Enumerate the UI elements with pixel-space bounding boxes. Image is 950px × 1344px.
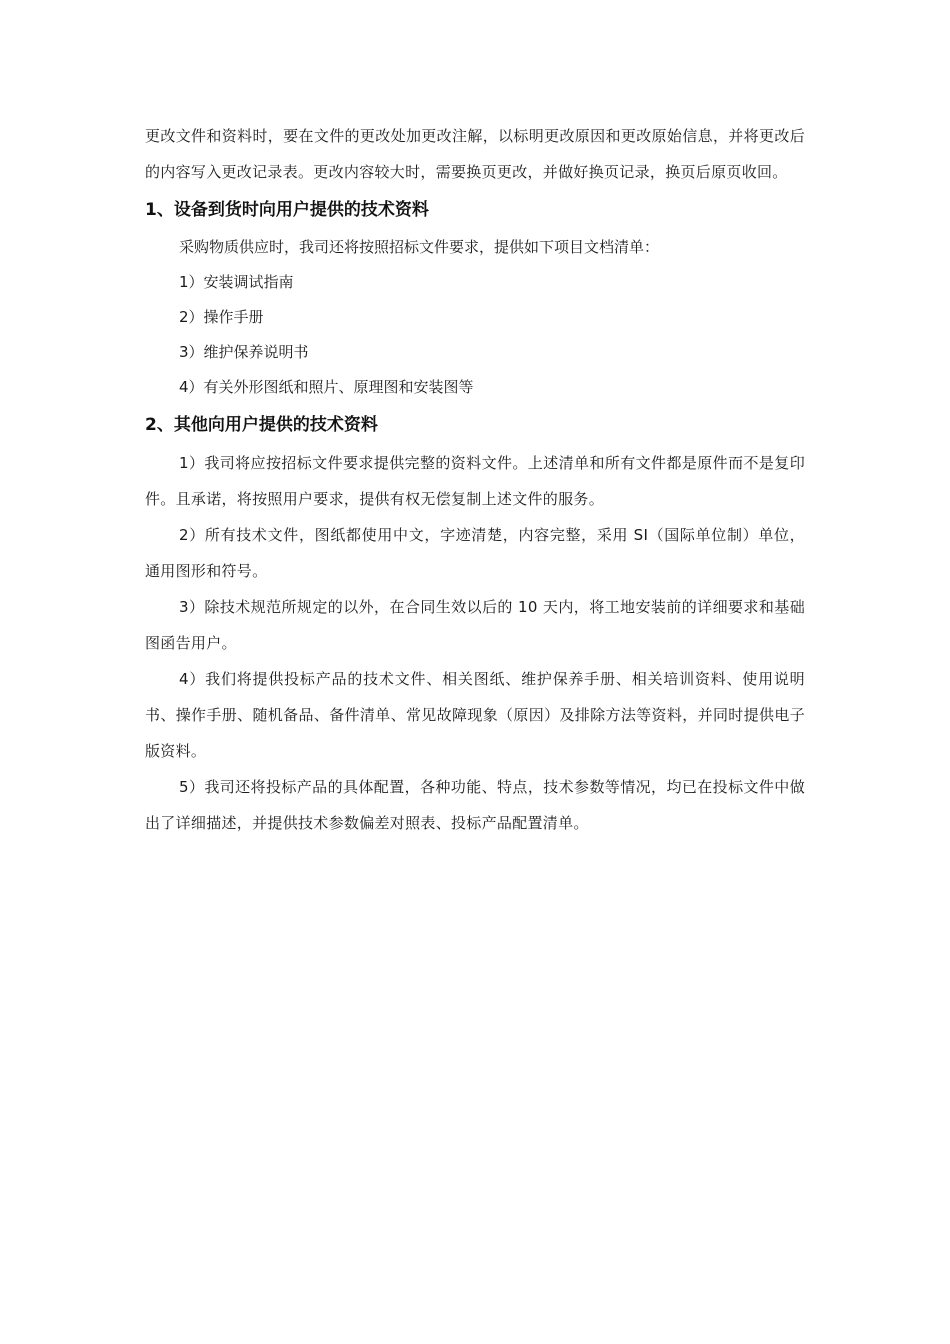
section-2-heading: 2、其他向用户提供的技术资料: [145, 415, 378, 435]
list-item: 3）维护保养说明书: [179, 343, 309, 361]
list-item: 4）有关外形图纸和照片、原理图和安装图等: [179, 378, 474, 396]
section-2-paragraph: 1）我司将应按招标文件要求提供完整的资料文件。上述清单和所有文件都是原件而不是复印件。且承诺，将按照用户要求，提供有权无偿复制上述文件的服务。: [145, 454, 805, 508]
section-1-lead: 采购物质供应时，我司还将按照招标文件要求，提供如下项目文档清单：: [179, 238, 660, 256]
section-2-paragraph: 4）我们将提供投标产品的技术文件、相关图纸、维护保养手册、相关培训资料、使用说明书、操作手册、随机备品、备件清单、常见故障现象（原因）及排除方法等资料，并同时提供电子版资料。: [145, 670, 805, 760]
list-item: 2）操作手册: [179, 308, 264, 326]
section-1-heading: 1、设备到货时向用户提供的技术资料: [145, 200, 429, 220]
section-2-paragraph: 2）所有技术文件，图纸都使用中文，字迹清楚，内容完整，采用 SI（国际单位制）单位，通用图形和符号。: [145, 526, 805, 580]
list-item: 1）安装调试指南: [179, 273, 294, 291]
intro-paragraph: 更改文件和资料时，要在文件的更改处加更改注解，以标明更改原因和更改原始信息，并将更改后的内容写入更改记录表。更改内容较大时，需要换页更改，并做好换页记录，换页后原页收回。: [145, 127, 805, 181]
document-page: [145, 118, 805, 841]
section-2-paragraph: 3）除技术规范所规定的以外，在合同生效以后的 10 天内，将工地安装前的详细要求和基础图函告用户。: [145, 598, 805, 652]
section-2-paragraph: 5）我司还将投标产品的具体配置，各种功能、特点，技术参数等情况，均已在投标文件中做出了详细描述，并提供技术参数偏差对照表、投标产品配置清单。: [145, 778, 805, 832]
